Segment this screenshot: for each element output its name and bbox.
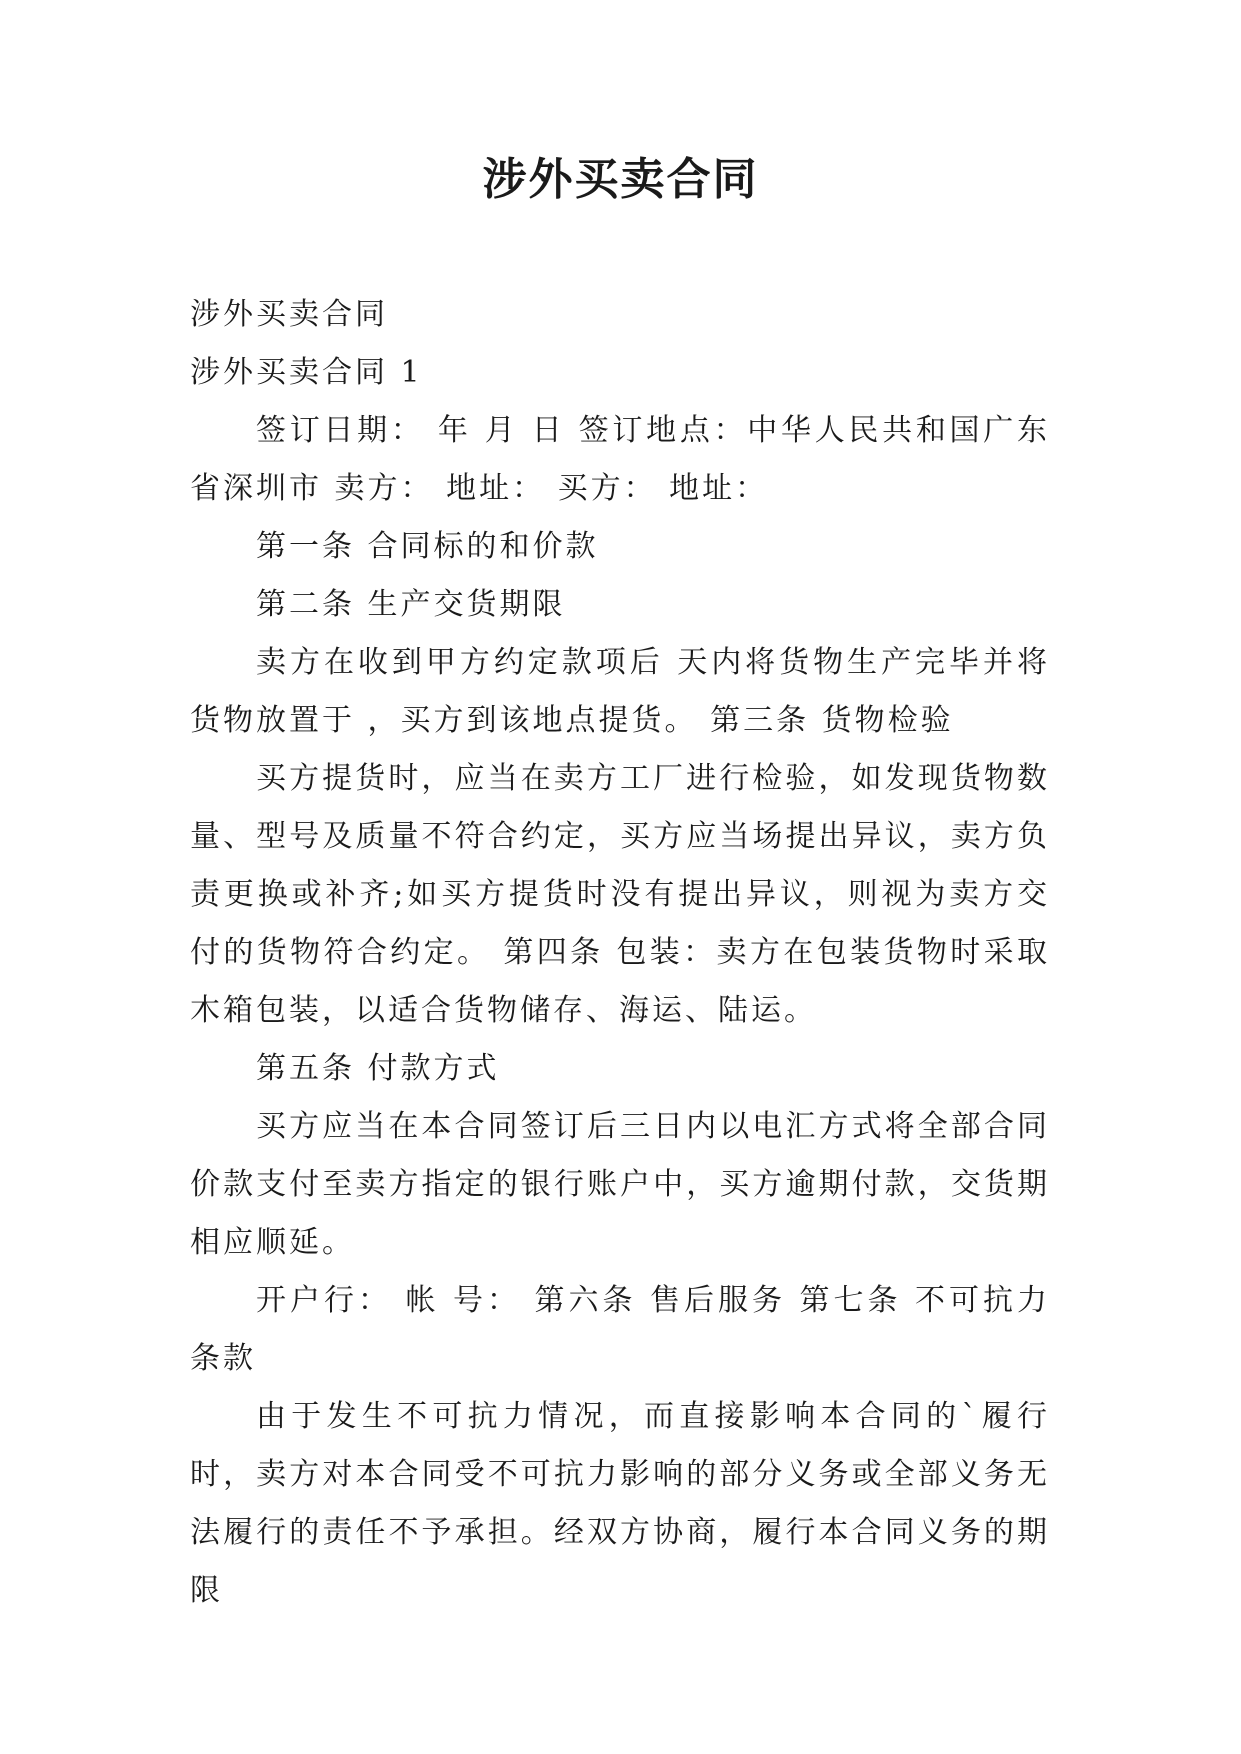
payment-paragraph: 买方应当在本合同签订后三日内以电汇方式将全部合同价款支付至卖方指定的银行账户中，买方逾期付款，交货期相应顺延。 — [190, 1109, 1050, 1260]
article-5-heading: 第五条 付款方式 — [256, 1051, 500, 1086]
article-2-heading: 第二条 生产交货期限 — [256, 587, 566, 622]
subheading-line: 涉外买卖合同 1 — [190, 355, 423, 390]
article-1-heading: 第一条 合同标的和价款 — [256, 529, 599, 564]
heading-line: 涉外买卖合同 — [190, 297, 388, 332]
document-title: 涉外买卖合同 — [482, 154, 759, 205]
delivery-paragraph: 卖方在收到甲方约定款项后 天内将货物生产完毕并将货物放置于 ，买方到该地点提货。 第三条 货物检验 — [190, 645, 1050, 738]
force-majeure-paragraph: 由于发生不可抗力情况，而直接影响本合同的`履行时，卖方对本合同受不可抗力影响的部分义务或全部义务无法履行的责任不予承担。经双方协商，履行本合同义务的期限 — [190, 1399, 1050, 1608]
signing-info-paragraph: 签订日期： 年 月 日 签订地点：中华人民共和国广东省深圳市 卖方： 地址： 买方： 地址： — [190, 413, 1050, 506]
bank-account-paragraph: 开户行： 帐 号： 第六条 售后服务 第七条 不可抗力条款 — [190, 1283, 1050, 1376]
inspection-paragraph: 买方提货时，应当在卖方工厂进行检验，如发现货物数量、型号及质量不符合约定，买方应当场提出异议，卖方负责更换或补齐;如买方提货时没有提出异议，则视为卖方交付的货物符合约定。 第四条 包装：卖方在包装货物时采取木箱包装，以适合货物储存、海运、陆运。 — [190, 761, 1050, 1028]
document-body — [190, 286, 1050, 1620]
